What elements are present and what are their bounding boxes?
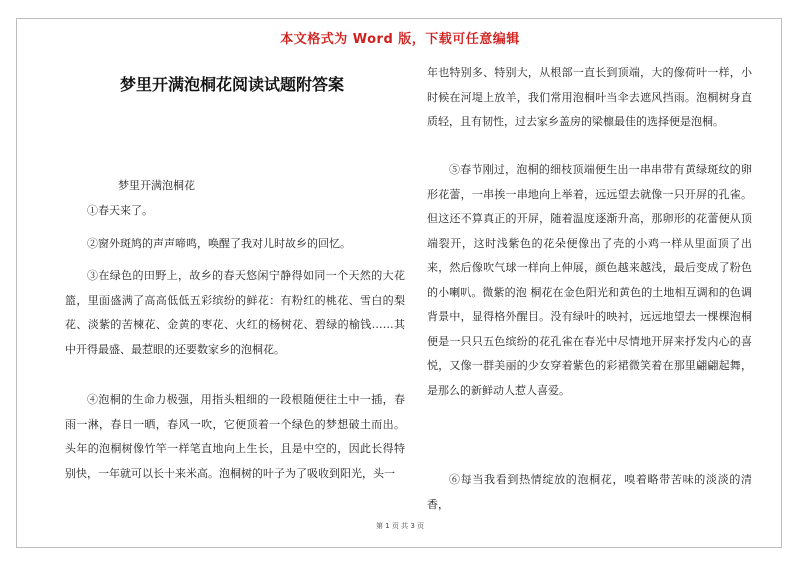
- paragraph-2: ②窗外斑鸠的声声啼鸣，唤醒了我对儿时故乡的回忆。: [87, 237, 351, 250]
- paragraph-5: ⑤春节刚过，泡桐的细枝顶端便生出一串串带有黄绿斑纹的卵形花蕾，一串挨一串地向上举着，远远望去就像一只开屏的孔雀。但这还不算真正的开屏，随着温度逐渐升高，那卵形的花蕾便从顶端裂开，这时浅紫色的花朵便像出了壳的小鸡一样从里面顶了出来，然后像吹气球一样向上伸展，颜色越来越浅，最后变成了粉色的小喇叭。微紫的泡 桐花在金色阳光和黄色的土地相互调和的色调背景中，显得格外醒目。没有绿叶的映衬，远远地望去一棵棵泡桐便是一只只五色缤纷的花孔雀在春光中尽情地开屏来抒发内心的喜悦，又像一群美丽的少女穿着紫色的彩裙微笑着在那里翩翩起舞，是那么的新鲜动人惹人喜爱。: [427, 163, 752, 397]
- paragraph-3: ③在绿色的田野上，故乡的春天悠闲宁静得如同一个天然的大花篮，里面盛满了高高低低五彩缤纷的鲜花：有粉红的桃花、雪白的梨花、淡紫的苦楝花、金黄的枣花、火红的杨树花、碧绿的榆钱……其中开得最盛、最惹眼的还要数家乡的泡桐花。: [65, 269, 405, 356]
- article-subtitle: 梦里开满泡桐花: [118, 179, 195, 192]
- paragraph-4: ④泡桐的生命力极强，用指头粗细的一段根随便往土中一插，春雨一淋，春日一晒，春风一吹，它便顶着一个绿色的梦想破土而出。头年的泡桐树像竹竿一样笔直地向上生长，且是中空的，因此长得特别快，一年就可以长十来米高。泡桐树的叶子为了吸收到阳光，头一: [65, 393, 405, 480]
- page-number-footer: 第 1 页 共 3 页: [375, 522, 425, 530]
- paragraph-4-continued: 年也特别多、特别大，从根部一直长到顶端，大的像荷叶一样，小时候在河堤上放羊，我们常用泡桐叶当伞去遮风挡雨。泡桐树身直质轻，且有韧性，过去家乡盖房的梁檩最佳的选择便是泡桐。: [427, 66, 752, 128]
- paragraph-1: ①春天来了。: [87, 204, 153, 217]
- document-title: 梦里开满泡桐花阅读试题附答案: [120, 75, 345, 94]
- word-version-banner: 本文格式为 Word 版，下载可任意编辑: [280, 32, 520, 47]
- paragraph-6: ⑥每当我看到热情绽放的泡桐花，嗅着略带苦味的淡淡的清香，: [427, 473, 752, 511]
